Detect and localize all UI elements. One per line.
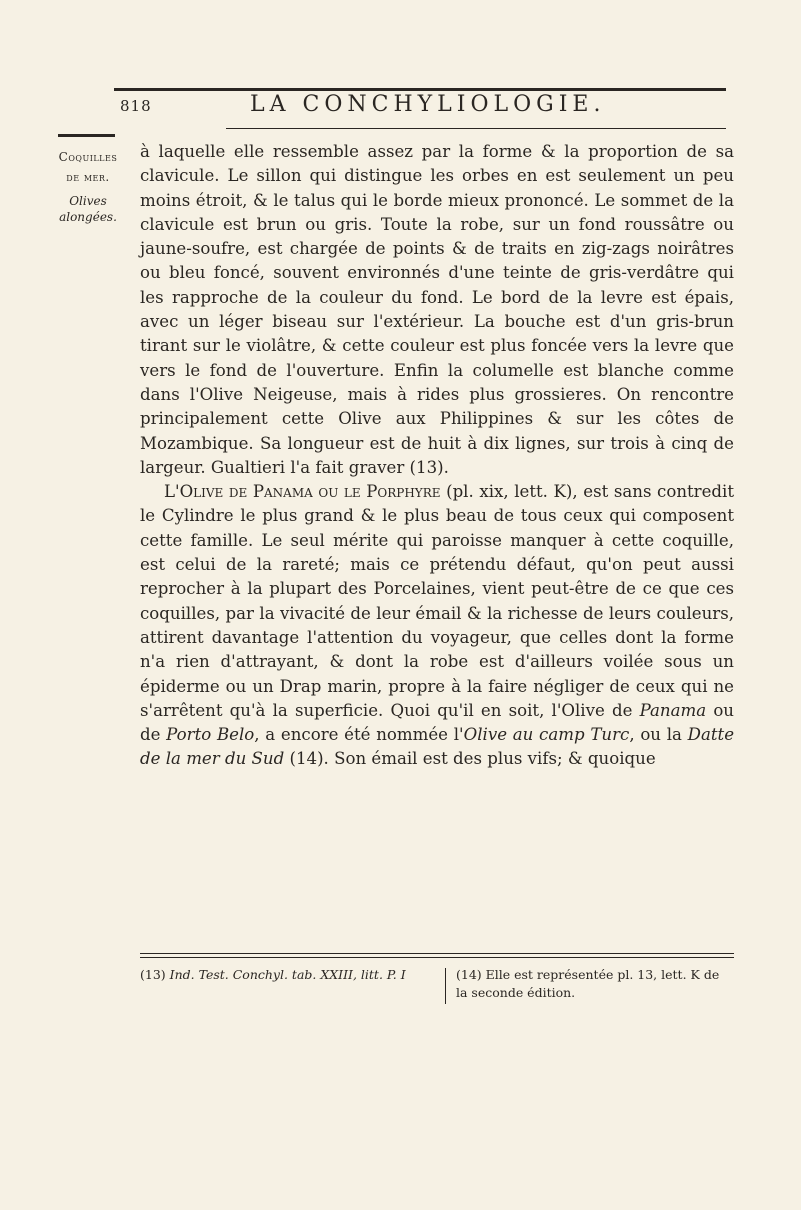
- paragraph-2: [140, 480, 734, 772]
- margin-alongees: alongées.: [59, 210, 117, 224]
- page-header: [114, 88, 726, 126]
- running-title: LA CONCHYLIOLOGIE.: [250, 92, 606, 117]
- margin-bar: [58, 134, 115, 137]
- term-datte-mer-du-sud: Datte de la mer du Sud: [140, 725, 735, 769]
- footnote-13-reference: Ind. Test. Conchyl. tab. XXIII, litt. P. I: [169, 967, 406, 982]
- paragraph-2-text-c: , ou la: [629, 725, 688, 745]
- paragraph-2-text-d: (14). Son émail est des plus vifs; & quoique: [284, 749, 656, 769]
- paragraph-2-text-a: est sans contredit le Cylindre le plus grand & le plus beau de tous ceux qui composent cette famille. Le seul mérite qui paroisse manquer à cette coquille, est celui de la rareté; mais ce prétendu défaut, qu'on peut aussi reprocher à la plupart des Porcelaines, vient peut-être de ce que ces coquilles, par la vivacité de leur émail & la richesse de leurs couleurs, attirent davantage l'attention du voyageur, que celles dont la forme n'a rien d'attrayant, & dont la robe est d'ailleurs voilée sous un épiderme ou un Drap marin, propre à la faire négliger de ceux qui ne s'arrêtent qu'à la superficie. Quoi qu'il en soit, l'Olive de: [140, 482, 735, 720]
- footnote-divider: [445, 968, 446, 1004]
- term-porto-belo: Porto Belo: [166, 725, 255, 745]
- olive-panama-title: L'Olive de Panama ou le Porphyre: [164, 482, 441, 502]
- paragraph-2-text-ou: ou de: [140, 700, 734, 745]
- footnote-13: [140, 966, 436, 984]
- margin-note: [58, 134, 118, 225]
- margin-olives: Olives: [69, 194, 107, 208]
- title-underline: [226, 128, 726, 129]
- paragraph-2-text-b: , a encore été nommée l': [254, 725, 464, 745]
- margin-coquilles: Coquilles: [58, 150, 118, 164]
- term-olive-camp-turc: Olive au camp Turc: [463, 725, 630, 745]
- header-rule: [114, 88, 726, 91]
- term-panama: Panama: [639, 700, 707, 720]
- plate-reference: (pl. xix, lett. K),: [440, 482, 584, 502]
- footnote-13-number: (13): [140, 967, 170, 982]
- footnote-14: (14) Elle est représentée pl. 13, lett. K de la seconde édition.: [456, 967, 720, 1000]
- margin-de-mer: de mer.: [66, 170, 110, 184]
- footnote-rule: [140, 953, 734, 958]
- page-number: 818: [120, 97, 152, 115]
- body-text: [140, 140, 734, 772]
- paragraph-1: à laquelle elle ressemble assez par la forme & la proportion de sa clavicule. Le sillon qui distingue les orbes en est seulement un peu moins étroit, & le talus qui le borde mieux prononcé. Le sommet de la clavicule est brun ou gris. Toute la robe, sur un fond roussâtre ou jaune-soufre, est chargée de points & de traits en zig-zags noirâtres ou bleu foncé, souvent environnés d'une teinte de gris-verdâtre qui les rapproche de la couleur du fond. Le bord de la levre est épais, avec un léger biseau sur l'extérieur. La bouche est d'un gris-brun tirant sur le violâtre, & cette couleur est plus foncée vers la levre que vers le fond de l'ouverture. Enfin la columelle est blanche comme dans l'Olive Neigeuse, mais à rides plus grossieres. On rencontre principalement cette Olive aux Philippines & sur les côtes de Mozambique. Sa longueur est de huit à dix lignes, sur trois à cinq de largeur. Gualtieri l'a fait graver (13).: [140, 142, 734, 477]
